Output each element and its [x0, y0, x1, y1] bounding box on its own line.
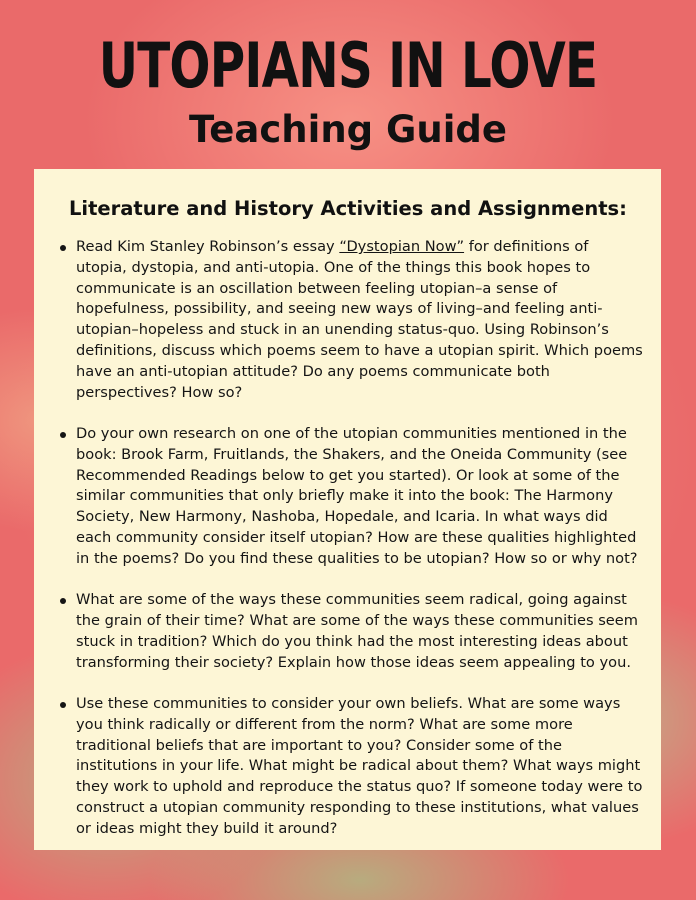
bullet-icon: [60, 702, 66, 708]
list-item: [34, 694, 661, 840]
bullet-icon: [60, 432, 66, 438]
section-heading: Literature and History Activities and Assignments:: [69, 197, 627, 220]
book-title: UTOPIANS IN LOVE: [98, 29, 598, 102]
item-text: Use these communities to consider your own beliefs. What are some ways you think radically or different from the norm? What are some more traditional beliefs that are important to you? Consider some of the institutions in your life. What might be radical about them? What ways might they work to uphold and reproduce the status quo? If someone today were to construct a utopian community responding to these institutions, what values or ideas might they build it around?: [76, 694, 643, 837]
activity-list: [34, 237, 661, 860]
item-text-after-link: for definitions of utopia, dystopia, and anti-utopia. One of the things this book hopes to communicate is an oscillation between feeling utopian–a sense of hopefulness, possibility, and seeing new ways of living–and feeling anti-utopian–hopeless and stuck in an unending status-quo. Using Robinson’s definitions, discuss which poems seem to have a utopian spirit. Which poems have an anti-utopian attitude? Do any poems communicate both perspectives? How so?: [76, 238, 643, 401]
list-item: [34, 237, 661, 403]
list-item: [34, 590, 661, 673]
page-subtitle: Teaching Guide: [188, 108, 508, 151]
item-text-before-link: Read Kim Stanley Robinson’s essay: [76, 238, 340, 255]
item-text: Do your own research on one of the utopian communities mentioned in the book: Brook Farm, Fruitlands, the Shakers, and the Oneida Community (see Recommended Readings below to get you started). Or look at some of the similar communities that only briefly make it into the book: The Harmony Society, New Harmony, Nashoba, Hopedale, and Icaria. In what ways did each community consider itself utopian? How are these qualities highlighted in the poems? Do you find these qualities to be utopian? How so or why not?: [76, 424, 638, 567]
item-text: What are some of the ways these communities seem radical, going against the grain of their time? What are some of the ways these communities seem stuck in tradition? Which do you think had the most interesting ideas about transforming their society? Explain how those ideas seem appealing to you.: [76, 591, 638, 671]
list-item: [34, 424, 661, 570]
dystopian-now-link[interactable]: “Dystopian Now”: [339, 238, 465, 255]
bullet-icon: [60, 245, 66, 251]
bullet-icon: [60, 598, 66, 604]
content-panel: [34, 169, 661, 850]
